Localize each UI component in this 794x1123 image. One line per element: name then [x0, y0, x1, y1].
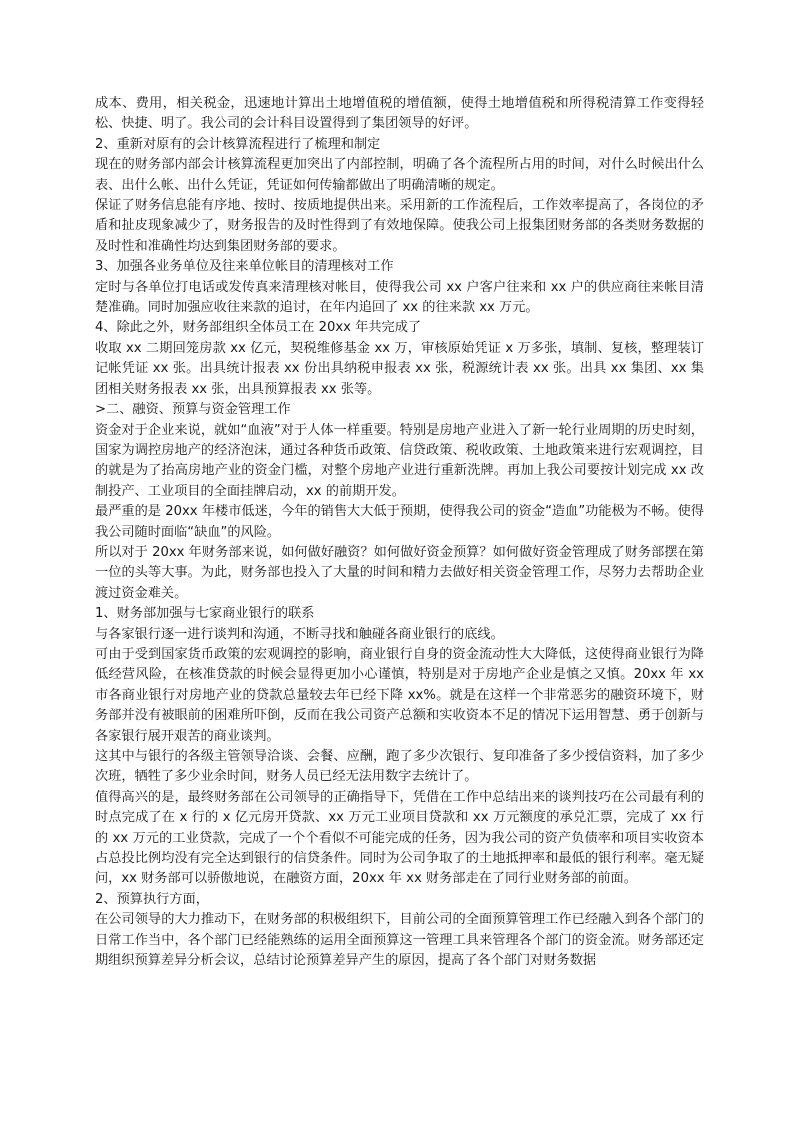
paragraph: 所以对于 20xx 年财务部来说，如何做好融资？如何做好资金预算？如何做好资金管理成了财务部摆在第一位的头等大事。为此，财务部也投入了大量的时间和精力去做好相关资金管理工作，尽努力去帮助企业渡过资金难关。 [95, 544, 704, 601]
paragraph: 值得高兴的是，最终财务部在公司领导的正确指导下，凭借在工作中总结出来的谈判技巧在公司最有利的时点完成了在 x 行的 x 亿元房开贷款、xx 万元工业项目贷款和 xx 万元额度的承兑汇票，完成了 xx 行的 xx 万元的工业贷款，完成了一个个看似不可能完成的任务，因为我公司的资产负债率和项目实收资本占总投比例均没有完全达到银行的信贷条件。同时为公司争取了的土地抵押率和最低的银行利率。毫无疑问，xx 财务部可以骄傲地说，在融资方面，20xx 年 xx 财务部走在了同行业财务部的前面。 [95, 789, 704, 887]
paragraph: 在公司领导的大力推动下，在财务部的积极组织下，目前公司的全面预算管理工作已经融入到各个部门的日常工作当中，各个部门已经能熟练的运用全面预算这一管理工具来管理各个部门的资金流。财务部还定期组织预算差异分析会议，总结讨论预算差异产生的原因，提高了各个部门对财务数据 [95, 912, 704, 969]
section-heading: 3、加强各业务单位及往来单位帐目的清理核对工作 [95, 259, 394, 275]
chapter-heading: >二、融资、预算与资金管理工作 [95, 402, 291, 418]
paragraph: 这其中与银行的各级主管领导洽谈、会餐、应酬，跑了多少次银行、复印准备了多少授信资料，加了多少次班，牺牲了多少业余时间，财务人员已经无法用数字去统计了。 [95, 749, 704, 785]
paragraph: 最严重的是 20xx 年楼市低迷，今年的销售大大低于预期，使得我公司的资金“造血”功能极为不畅。使得我公司随时面临“缺血”的风险。 [95, 504, 704, 540]
section-heading: 2、预算执行方面， [95, 891, 209, 907]
paragraph: 保证了财务信息能有序地、按时、按质地提供出来。采用新的工作流程后，工作效率提高了，各岗位的矛盾和扯皮现象减少了，财务报告的及时性得到了有效地保障。使我公司上报集团财务部的各类财务数据的及时性和准确性均达到集团财务部的要求。 [95, 198, 704, 254]
paragraph: 收取 xx 二期回笼房款 xx 亿元，契税维修基金 xx 万，审核原始凭证 x 万多张，填制、复核，整理装订记帐凭证 xx 张。出具统计报表 xx 份出具纳税申报表 xx 张，税源统计表 xx 张。出具 xx 集团、xx 集团相关财务报表 xx 张，出具预算报表 xx 张等。 [95, 340, 704, 397]
paragraph: 与各家银行逐一进行谈判和沟通，不断寻找和触碰各商业银行的底线。 [95, 626, 504, 642]
paragraph: 定时与各单位打电话或发传真来清理核对帐目，使得我公司 xx 户客户往来和 xx 户的供应商往来帐目清楚准确。同时加强应收往来款的追讨，在年内追回了 xx 的往来款 xx 万元。 [95, 279, 704, 316]
paragraph: 成本、费用，相关税金，迅速地计算出土地增值税的增值额，使得土地增值税和所得税清算工作变得轻松、快捷、明了。我公司的会计科目设置得到了集团领导的好评。 [95, 96, 704, 132]
paragraph: 可由于受到国家货币政策的宏观调控的影响，商业银行自身的资金流动性大大降低，这使得商业银行为降低经营风险，在核准贷款的时候会显得更加小心谨慎，特别是对于房地产企业是慎之又慎。20xx 年 xx 市各商业银行对房地产业的贷款总量较去年已经下降 xx%。就是在这样一个非常恶劣的融资环境下，财务部并没有被眼前的困难所吓倒，反而在我公司资产总额和实收资本不足的情况下运用智慧、勇于创新与各家银行展开艰苦的商业谈判。 [95, 646, 704, 744]
section-heading: 4、除此之外，财务部组织全体员工在 20xx 年共完成了 [95, 320, 422, 336]
paragraph: 现在的财务部内部会计核算流程更加突出了内部控制，明确了各个流程所占用的时间，对什么时候出什么表、出什么帐、出什么凭证，凭证如何传输都做出了明确清晰的规定。 [95, 157, 704, 193]
section-heading: 2、重新对原有的会计核算流程进行了梳理和制定 [95, 136, 381, 152]
section-heading: 1、财务部加强与七家商业银行的联系 [95, 606, 315, 622]
paragraph: 资金对于企业来说，就如“血液”对于人体一样重要。特别是房地产业进入了新一轮行业周期的历史时刻，国家为调控房地产的经济泡沫，通过各种货币政策、信贷政策、税收政策、土地政策来进行宏观调控，目的就是为了抬高房地产业的资金门槛，对整个房地产业进行重新洗牌。再加上我公司要按计划完成 xx 改制投产、工业项目的全面挂牌启动，xx 的前期开发。 [95, 422, 704, 499]
